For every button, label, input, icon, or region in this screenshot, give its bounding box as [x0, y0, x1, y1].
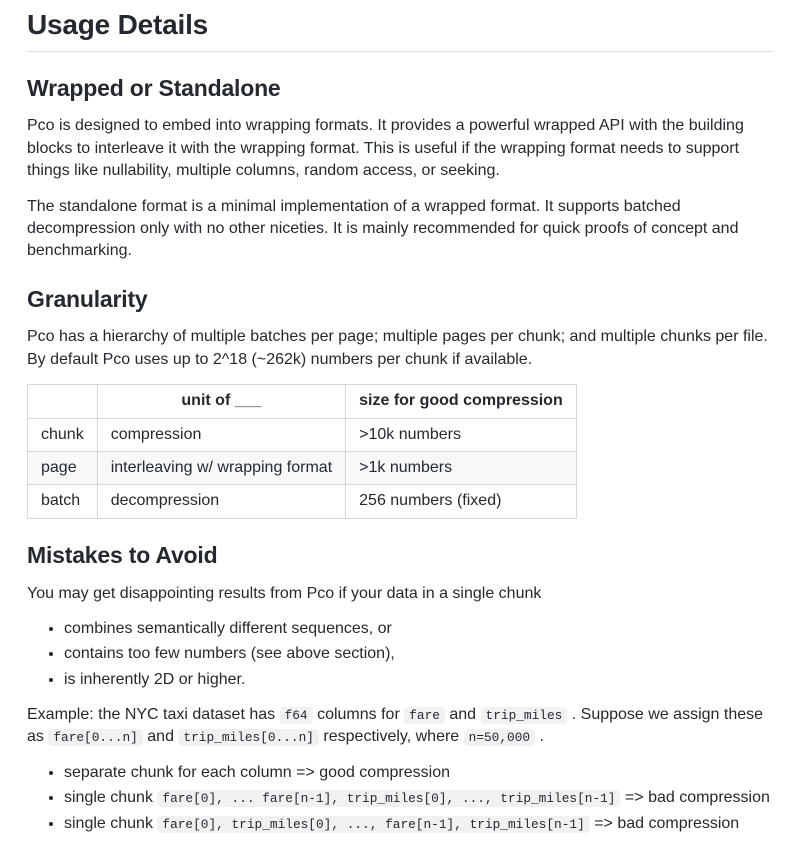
mistakes-list	[27, 618, 773, 691]
table-cell: chunk	[28, 418, 98, 451]
paragraph-granularity: Pco has a hierarchy of multiple batches per page; multiple pages per chunk; and multiple chunks per file. By default Pco uses up to 2^18 (~262k) numbers per chunk if available.	[27, 328, 768, 368]
table-cell: decompression	[97, 485, 345, 518]
inline-code: fare	[404, 707, 445, 724]
section-mistakes-to-avoid	[27, 541, 773, 835]
table-header-unit-of: unit of ___	[97, 385, 345, 418]
table-row-batch	[28, 485, 577, 518]
inline-code: f64	[280, 707, 313, 724]
paragraph-wrapped-2: The standalone format is a minimal implementation of a wrapped format. It supports batched decompression only with no other niceties. It is mainly recommended for quick proofs of concept and benchmarking.	[27, 197, 739, 260]
inline-code: n=50,000	[464, 729, 535, 746]
table-cell: >1k numbers	[346, 452, 577, 485]
table-cell: >10k numbers	[346, 418, 577, 451]
page-title: Usage Details	[27, 8, 773, 52]
heading-mistakes-to-avoid: Mistakes to Avoid	[27, 541, 218, 568]
inline-code: fare[0...n]	[48, 729, 142, 746]
heading-wrapped-or-standalone: Wrapped or Standalone	[27, 74, 281, 101]
table-cell: interleaving w/ wrapping format	[97, 452, 345, 485]
inline-code: trip_miles	[481, 707, 568, 724]
list-item: • contains too few numbers (see above section),	[64, 643, 773, 665]
table-header-row	[28, 385, 577, 418]
chunk-strategy-list	[27, 762, 773, 835]
table-cell: compression	[97, 418, 345, 451]
paragraph-example: Example: the NYC taxi dataset has f64 columns for fare and trip_miles . Suppose we assign these as fare[0...n] and trip_miles[0...n] respectively, where n=50,000 .	[27, 706, 764, 746]
list-item: • separate chunk for each column => good compression	[64, 762, 773, 784]
table-cell: 256 numbers (fixed)	[346, 485, 577, 518]
inline-code: fare[0], trip_miles[0], ..., fare[n-1], trip_miles[n-1]	[157, 816, 589, 833]
table-cell: page	[28, 452, 98, 485]
inline-code: fare[0], ... fare[n-1], trip_miles[0], ..., trip_miles[n-1]	[157, 790, 620, 807]
inline-code: trip_miles[0...n]	[178, 729, 319, 746]
heading-granularity: Granularity	[27, 285, 148, 312]
table-row-chunk	[28, 418, 577, 451]
granularity-table	[27, 384, 577, 519]
list-item: • single chunk fare[0], ... fare[n-1], trip_miles[0], ..., trip_miles[n-1] => bad compression	[64, 787, 773, 809]
section-granularity	[27, 285, 773, 519]
list-item: • is inherently 2D or higher.	[64, 669, 773, 691]
section-wrapped-or-standalone	[27, 74, 773, 263]
paragraph-mistakes-intro: You may get disappointing results from Pco if your data in a single chunk	[27, 584, 542, 602]
table-cell: batch	[28, 485, 98, 518]
paragraph-wrapped-1: Pco is designed to embed into wrapping formats. It provides a powerful wrapped API with the building blocks to interleave it with the wrapping format. This is useful if the wrapping format needs to support things like nullability, multiple columns, random access, or seeking.	[27, 117, 744, 180]
list-item: • combines semantically different sequences, or	[64, 618, 773, 640]
table-row-page	[28, 452, 577, 485]
table-header-size: size for good compression	[346, 385, 577, 418]
list-item: • single chunk fare[0], trip_miles[0], ..., fare[n-1], trip_miles[n-1] => bad compression	[64, 813, 773, 835]
table-header-empty	[28, 385, 98, 418]
